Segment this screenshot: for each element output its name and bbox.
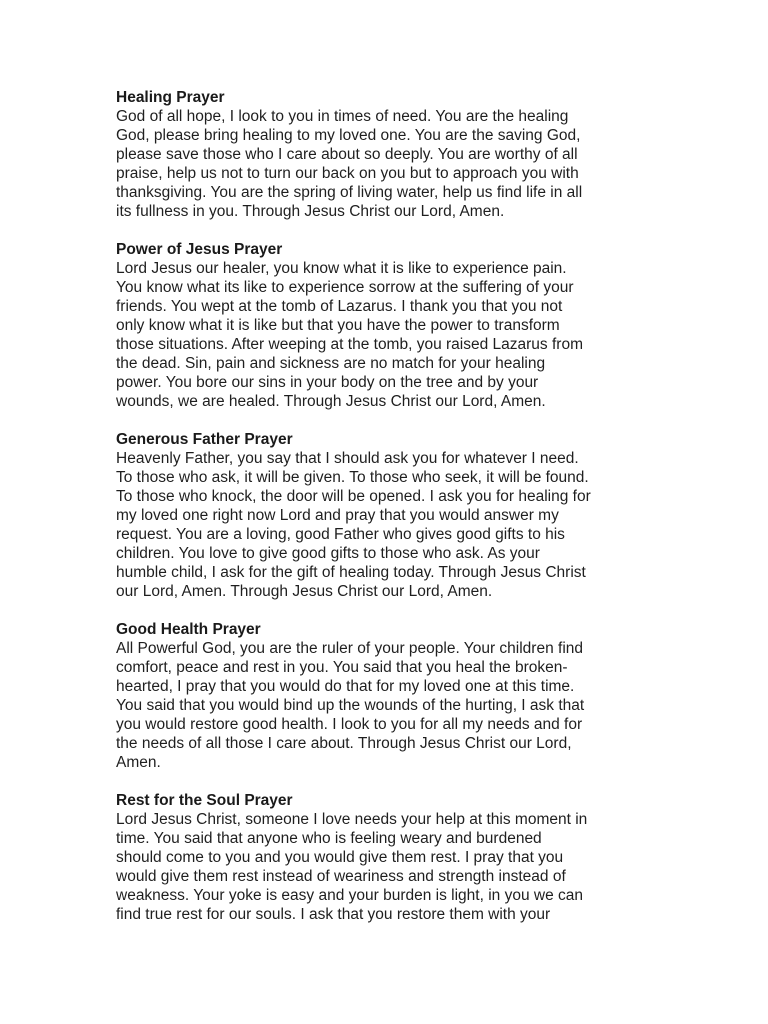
prayer-title: Rest for the Soul Prayer bbox=[116, 792, 293, 809]
prayer-text: Lord Jesus Christ, someone I love needs your help at this moment in time. You said that anyone who is feeling weary and burdened should come to you and you would give them rest. I pray that you would give them rest instead of weariness and strength instead of weakness. Your yoke is easy and your burden is light, in you we can find true rest for our souls. I ask that you restore them with your bbox=[116, 811, 588, 923]
prayer-text: Lord Jesus our healer, you know what it is like to experience pain. You know what its like to experience sorrow at the suffering of your friends. You wept at the tomb of Lazarus. I thank you that you not only know what it is like but that you have the power to transform those situations. After weeping at the tomb, you raised Lazarus from the dead. Sin, pain and sickness are no match for your healing power. You bore our sins in your body on the tree and by your wounds, we are healed. Through Jesus Christ our Lord, Amen. bbox=[116, 260, 583, 410]
prayer-title: Healing Prayer bbox=[116, 89, 225, 106]
document-page bbox=[116, 88, 656, 943]
prayer-text: All Powerful God, you are the ruler of your people. Your children find comfort, peace and rest in you. You said that you heal the broken- hearted, I pray that you would do that for my loved one at this time. You said that you would bind up the wounds of the hurting, I ask that you would restore good health. I look to you for all my needs and for the needs of all those I care about. Through Jesus Christ our Lord, Amen. bbox=[116, 640, 585, 771]
prayer-text: God of all hope, I look to you in times of need. You are the healing God, please bring healing to my loved one. You are the saving God, please save those who I care about so deeply. You are worthy of all praise, help us not to turn our back on you but to approach you with thanksgiving. You are the spring of living water, help us find life in all its fullness in you. Through Jesus Christ our Lord, Amen. bbox=[116, 108, 583, 220]
prayer-title: Generous Father Prayer bbox=[116, 431, 293, 448]
prayer-section-healing bbox=[116, 88, 656, 221]
prayer-text: Heavenly Father, you say that I should ask you for whatever I need. To those who ask, it will be given. To those who seek, it will be found. To those who knock, the door will be opened. I ask you for healing for my loved one right now Lord and pray that you would answer my request. You are a loving, good Father who gives good gifts to his children. You love to give good gifts to those who ask. As your humble child, I ask for the gift of healing today. Through Jesus Christ our Lord, Amen. Through Jesus Christ our Lord, Amen. bbox=[116, 450, 591, 600]
prayer-section-generous-father bbox=[116, 430, 656, 601]
prayer-section-power-of-jesus bbox=[116, 240, 656, 411]
prayer-section-rest-for-the-soul bbox=[116, 791, 656, 924]
prayer-section-good-health bbox=[116, 620, 656, 772]
prayer-title: Good Health Prayer bbox=[116, 621, 261, 638]
prayer-title: Power of Jesus Prayer bbox=[116, 241, 283, 258]
